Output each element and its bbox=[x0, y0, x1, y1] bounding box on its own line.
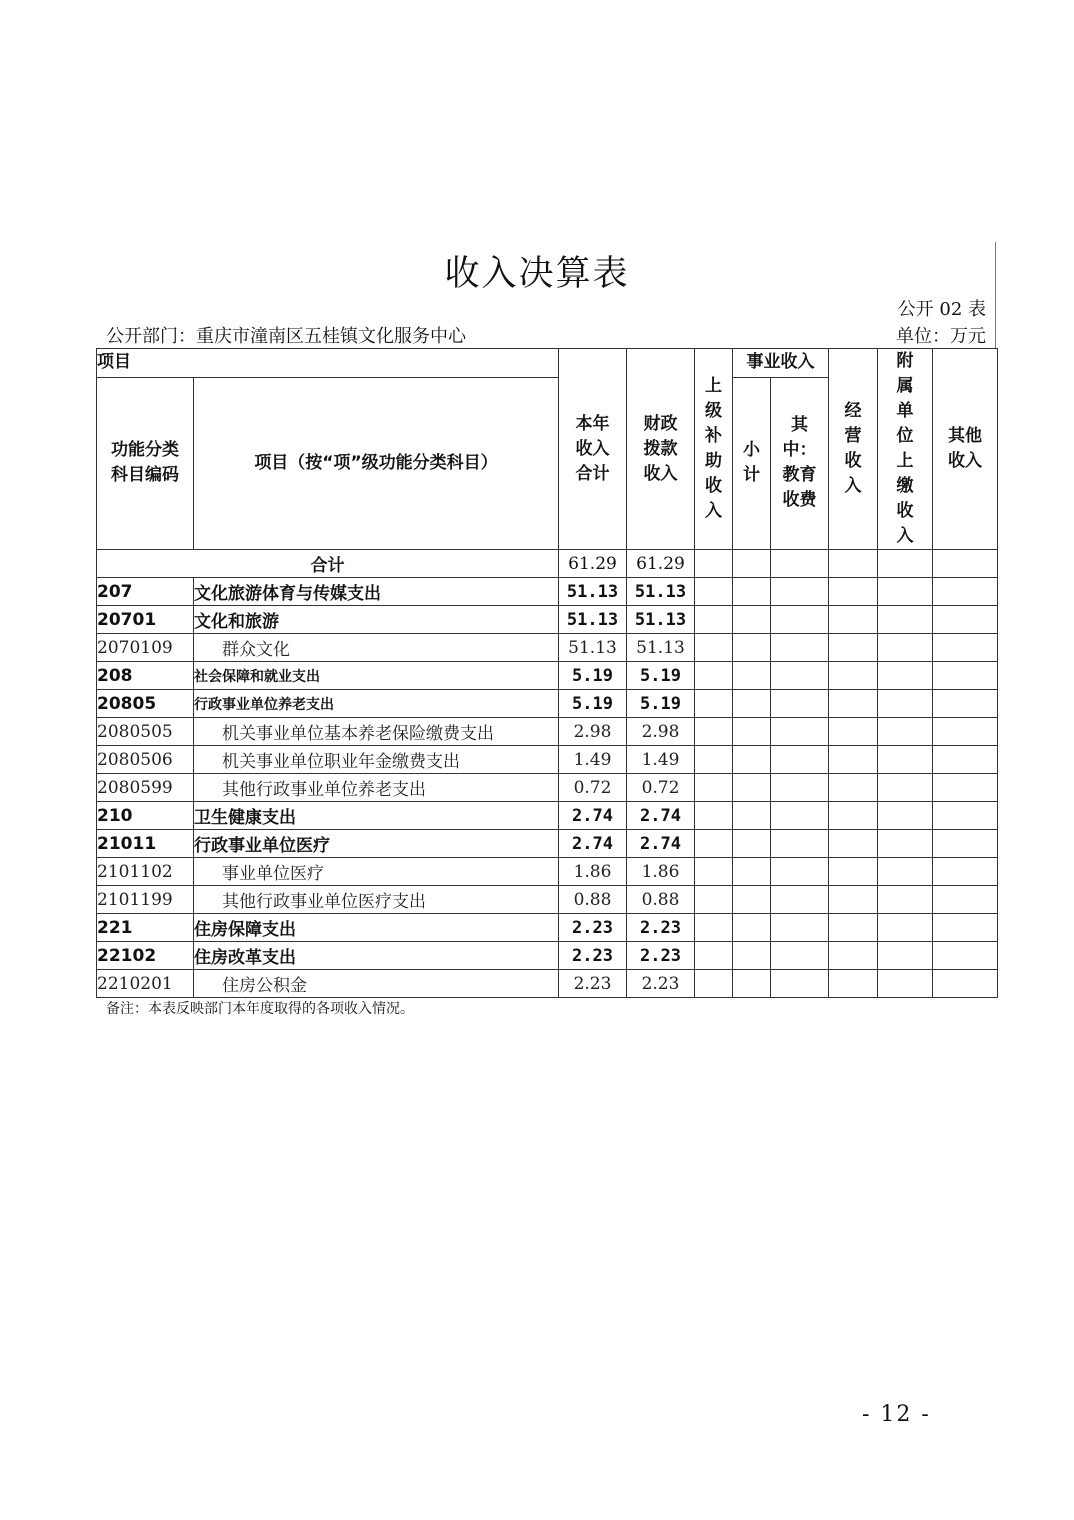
row-code: 20805 bbox=[97, 690, 194, 718]
row-fiscal: 0.72 bbox=[627, 774, 695, 802]
table-row bbox=[97, 662, 998, 690]
row-total: 0.72 bbox=[559, 774, 627, 802]
page-title: 收入决算表 bbox=[444, 254, 630, 294]
row-name: 其他行政事业单位医疗支出 bbox=[194, 886, 559, 914]
row-name: 事业单位医疗 bbox=[194, 858, 559, 886]
row-fiscal: 5.19 bbox=[627, 690, 695, 718]
row-name: 机关事业单位职业年金缴费支出 bbox=[194, 746, 559, 774]
table-row bbox=[97, 858, 998, 886]
row-fiscal: 51.13 bbox=[627, 634, 695, 662]
row-name: 住房公积金 bbox=[194, 970, 559, 998]
row-fiscal: 2.74 bbox=[627, 830, 695, 858]
header-superior-subsidy: 上级补助收入 bbox=[695, 349, 733, 550]
row-code: 208 bbox=[97, 662, 194, 690]
header-affiliated: 附属单位上缴收入 bbox=[878, 349, 933, 550]
total-income-cell: 61.29 bbox=[559, 550, 627, 578]
table-row bbox=[97, 886, 998, 914]
row-code: 2080599 bbox=[97, 774, 194, 802]
row-code: 2080505 bbox=[97, 718, 194, 746]
table-row-total bbox=[97, 550, 998, 578]
table-row bbox=[97, 970, 998, 998]
row-total: 51.13 bbox=[559, 634, 627, 662]
table-row bbox=[97, 802, 998, 830]
row-total: 2.23 bbox=[559, 942, 627, 970]
header-education: 其中：教育收费 bbox=[771, 377, 829, 549]
row-code: 207 bbox=[97, 578, 194, 606]
row-total: 2.74 bbox=[559, 802, 627, 830]
header-code: 功能分类科目编码 bbox=[97, 377, 194, 549]
row-name: 社会保障和就业支出 bbox=[194, 662, 559, 690]
row-name: 文化和旅游 bbox=[194, 606, 559, 634]
department-label: 公开部门：重庆市潼南区五桂镇文化服务中心 bbox=[106, 326, 466, 347]
header-business-group: 事业收入 bbox=[733, 349, 829, 378]
row-code: 20701 bbox=[97, 606, 194, 634]
header-project-group: 项目 bbox=[97, 349, 559, 378]
row-fiscal: 0.88 bbox=[627, 886, 695, 914]
row-total: 2.98 bbox=[559, 718, 627, 746]
row-name: 行政事业单位养老支出 bbox=[194, 690, 559, 718]
row-fiscal: 2.23 bbox=[627, 970, 695, 998]
table-number: 公开 02 表 bbox=[897, 299, 986, 320]
row-name: 住房改革支出 bbox=[194, 942, 559, 970]
row-name: 机关事业单位基本养老保险缴费支出 bbox=[194, 718, 559, 746]
header-name: 项目（按“项”级功能分类科目） bbox=[194, 377, 559, 549]
row-fiscal: 2.98 bbox=[627, 718, 695, 746]
page-number: - 12 - bbox=[862, 1402, 931, 1427]
row-code: 2210201 bbox=[97, 970, 194, 998]
row-total: 0.88 bbox=[559, 886, 627, 914]
table-row bbox=[97, 942, 998, 970]
row-fiscal: 1.49 bbox=[627, 746, 695, 774]
table-note: 备注：本表反映部门本年度取得的各项收入情况。 bbox=[106, 1001, 414, 1017]
row-total: 1.49 bbox=[559, 746, 627, 774]
row-total: 2.23 bbox=[559, 970, 627, 998]
row-total: 51.13 bbox=[559, 578, 627, 606]
header-operating: 经营收入 bbox=[829, 349, 878, 550]
header-total-income: 本年收入合计 bbox=[559, 349, 627, 550]
row-code: 21011 bbox=[97, 830, 194, 858]
table-row bbox=[97, 606, 998, 634]
row-fiscal: 2.23 bbox=[627, 914, 695, 942]
row-code: 221 bbox=[97, 914, 194, 942]
header-other: 其他收入 bbox=[933, 349, 998, 550]
row-name: 群众文化 bbox=[194, 634, 559, 662]
row-total: 2.74 bbox=[559, 830, 627, 858]
row-code: 2101199 bbox=[97, 886, 194, 914]
row-name: 其他行政事业单位养老支出 bbox=[194, 774, 559, 802]
row-total: 2.23 bbox=[559, 914, 627, 942]
row-total: 1.86 bbox=[559, 858, 627, 886]
table-row bbox=[97, 746, 998, 774]
row-total: 5.19 bbox=[559, 690, 627, 718]
total-label: 合计 bbox=[97, 550, 559, 578]
row-code: 210 bbox=[97, 802, 194, 830]
income-table bbox=[96, 348, 998, 998]
table-row bbox=[97, 690, 998, 718]
table-row bbox=[97, 774, 998, 802]
table-row bbox=[97, 830, 998, 858]
row-name: 行政事业单位医疗 bbox=[194, 830, 559, 858]
row-fiscal: 51.13 bbox=[627, 578, 695, 606]
row-code: 22102 bbox=[97, 942, 194, 970]
table-row bbox=[97, 914, 998, 942]
total-fiscal-cell: 61.29 bbox=[627, 550, 695, 578]
header-subtotal: 小计 bbox=[733, 377, 771, 549]
row-total: 51.13 bbox=[559, 606, 627, 634]
table-row bbox=[97, 718, 998, 746]
header-fiscal: 财政拨款收入 bbox=[627, 349, 695, 550]
row-name: 卫生健康支出 bbox=[194, 802, 559, 830]
table-row bbox=[97, 634, 998, 662]
row-name: 住房保障支出 bbox=[194, 914, 559, 942]
row-code: 2070109 bbox=[97, 634, 194, 662]
row-fiscal: 2.23 bbox=[627, 942, 695, 970]
row-code: 2080506 bbox=[97, 746, 194, 774]
row-name: 文化旅游体育与传媒支出 bbox=[194, 578, 559, 606]
row-fiscal: 2.74 bbox=[627, 802, 695, 830]
row-code: 2101102 bbox=[97, 858, 194, 886]
table-row bbox=[97, 578, 998, 606]
unit-label: 单位：万元 bbox=[896, 326, 986, 347]
row-fiscal: 51.13 bbox=[627, 606, 695, 634]
row-total: 5.19 bbox=[559, 662, 627, 690]
row-fiscal: 5.19 bbox=[627, 662, 695, 690]
row-fiscal: 1.86 bbox=[627, 858, 695, 886]
